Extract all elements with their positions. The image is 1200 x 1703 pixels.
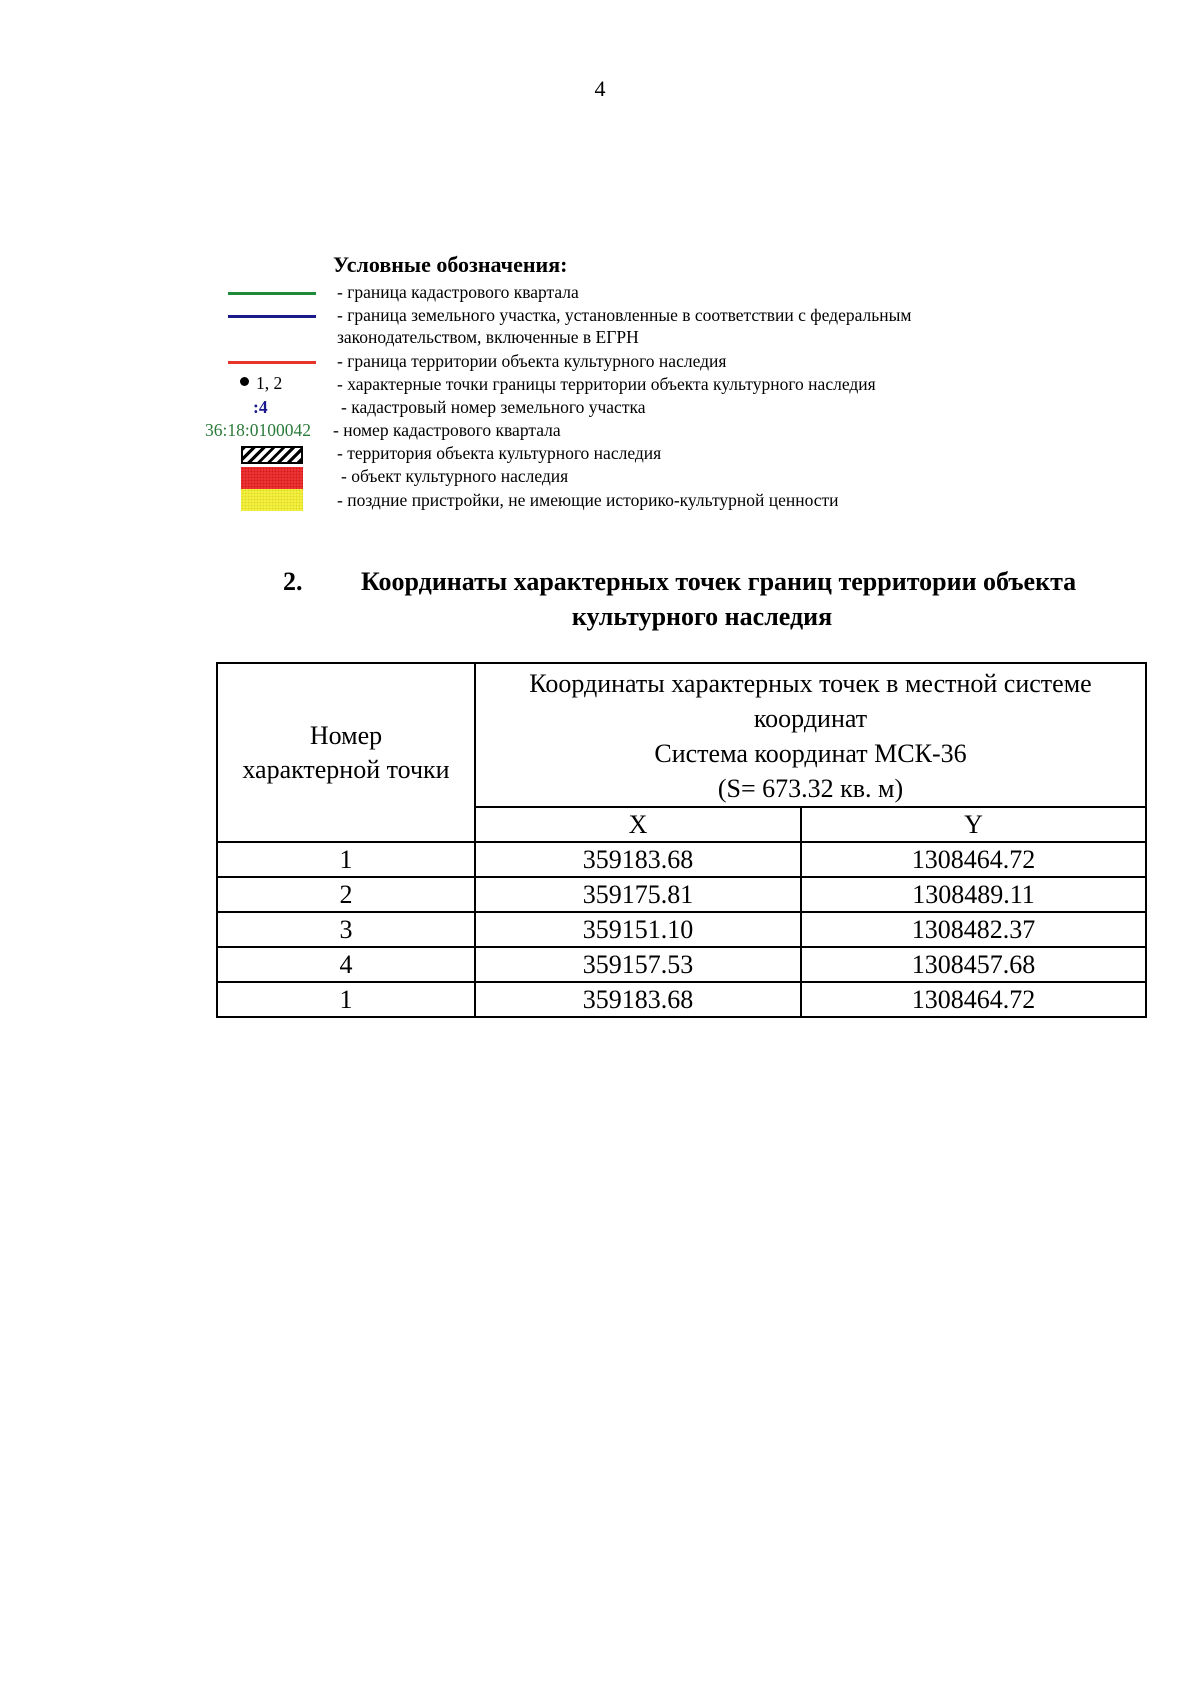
legend-text-heritage-territory: - территория объекта культурного наследия xyxy=(337,443,662,463)
table-row xyxy=(217,877,1146,912)
coordinates-table xyxy=(216,662,1147,1018)
table-row xyxy=(217,982,1146,1017)
cell-x: 359183.68 xyxy=(475,842,801,877)
header-coordinates xyxy=(475,663,1146,807)
legend-text-late-additions: - поздние пристройки, не имеющие историко-культурной ценности xyxy=(337,490,839,510)
cell-point-number: 1 xyxy=(217,982,475,1017)
cell-point-number: 4 xyxy=(217,947,475,982)
legend-parcel-number-label: :4 xyxy=(253,397,268,417)
legend-text-cadastral-quarter-boundary: - граница кадастрового квартала xyxy=(337,282,579,302)
header-point-number-line1: Номер xyxy=(309,720,383,750)
header-x: X xyxy=(475,807,801,842)
cell-y: 1308464.72 xyxy=(801,842,1146,877)
legend-point-symbol xyxy=(240,373,282,394)
legend-red-box-symbol xyxy=(241,467,303,489)
legend-red-line-symbol xyxy=(228,361,316,364)
legend-point-label: 1, 2 xyxy=(256,373,283,393)
header-point-number-line2: характерной точки xyxy=(242,754,450,784)
cell-point-number: 3 xyxy=(217,912,475,947)
cell-x: 359183.68 xyxy=(475,982,801,1017)
table-header-row xyxy=(217,663,1146,807)
cell-x: 359151.10 xyxy=(475,912,801,947)
legend-green-line-symbol xyxy=(228,292,316,295)
table-row xyxy=(217,842,1146,877)
header-y: Y xyxy=(801,807,1146,842)
cell-y: 1308457.68 xyxy=(801,947,1146,982)
header-coords-line1: Координаты характерных точек в местной системе xyxy=(529,669,1092,698)
header-coords-line2: координат xyxy=(753,704,868,733)
cell-point-number: 2 xyxy=(217,877,475,912)
legend-text-parcel-number: - кадастровый номер земельного участка xyxy=(341,397,646,417)
section-title-line2: культурного наследия xyxy=(571,602,833,631)
cell-y: 1308489.11 xyxy=(801,877,1146,912)
point-dot-icon xyxy=(240,377,249,386)
legend-text-heritage-object: - объект культурного наследия xyxy=(341,466,569,486)
header-coords-line3: Система координат МСК-36 xyxy=(654,739,967,768)
header-coords-line4: (S= 673.32 кв. м) xyxy=(717,774,904,803)
cell-x: 359157.53 xyxy=(475,947,801,982)
section-title-line1: Координаты характерных точек границ территории объекта xyxy=(361,567,1077,596)
cell-point-number: 1 xyxy=(217,842,475,877)
legend-title: Условные обозначения: xyxy=(333,252,568,277)
cell-x: 359175.81 xyxy=(475,877,801,912)
legend-text-land-plot-boundary: - граница земельного участка, установленные в соответствии с федеральным xyxy=(337,305,912,325)
legend-quarter-number-label: 36:18:0100042 xyxy=(205,420,311,440)
legend-blue-line-symbol xyxy=(228,315,316,318)
legend-hatch-box-symbol xyxy=(241,446,303,464)
table-row xyxy=(217,947,1146,982)
section-number: 2. xyxy=(283,567,303,596)
header-point-number xyxy=(217,663,475,842)
legend-yellow-box-symbol xyxy=(241,489,303,511)
cell-y: 1308464.72 xyxy=(801,982,1146,1017)
table-row xyxy=(217,912,1146,947)
legend-text-heritage-territory-boundary: - граница территории объекта культурного наследия xyxy=(337,351,727,371)
legend-text-land-plot-boundary-cont: законодательством, включенные в ЕГРН xyxy=(337,327,639,347)
page-number: 4 xyxy=(594,76,606,101)
cell-y: 1308482.37 xyxy=(801,912,1146,947)
legend-text-characteristic-points: - характерные точки границы территории объекта культурного наследия xyxy=(337,374,876,394)
legend-text-quarter-number: - номер кадастрового квартала xyxy=(333,420,561,440)
